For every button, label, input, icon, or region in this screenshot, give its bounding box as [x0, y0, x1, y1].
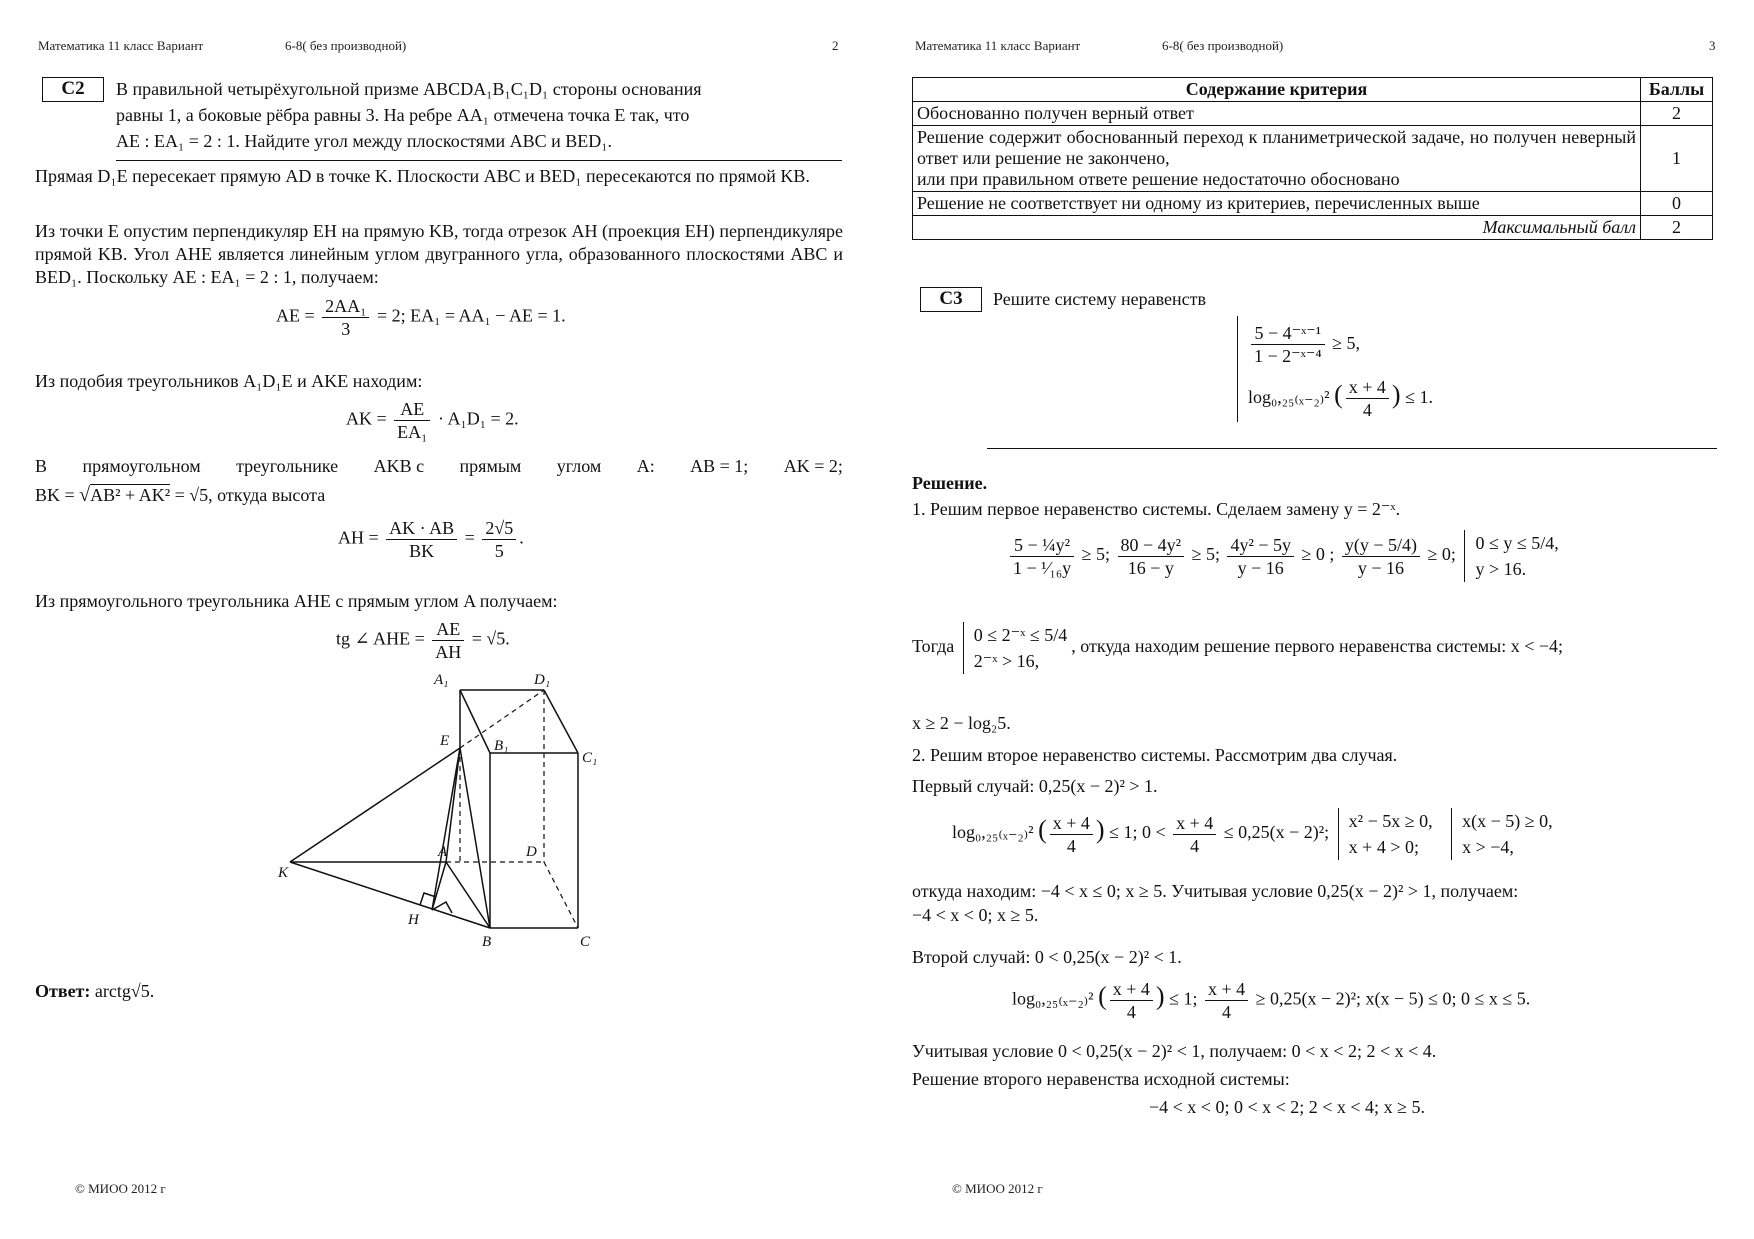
problem-divider: [987, 448, 1717, 449]
word: AB = 1;: [690, 456, 749, 476]
label-e: E: [440, 733, 450, 749]
criterion-score: 0: [1641, 192, 1713, 216]
fraction-denominator: BK: [409, 541, 435, 561]
word: AK = 2;: [783, 456, 843, 476]
fraction-denominator: 4: [1222, 1002, 1232, 1022]
formula-tg-rhs: = √5.: [471, 628, 510, 649]
first-case-rel-1: ≤ 1; 0 <: [1109, 822, 1166, 843]
formula-ah-fraction-2: [482, 517, 516, 562]
formula-ae-rhs: = 2; EA₁ = AA₁ − AE = 1.: [376, 305, 566, 326]
right-angle-mark-2: [432, 902, 452, 913]
fraction-numerator: AE: [394, 398, 430, 421]
problem-label-c3: С3: [920, 287, 982, 312]
problem-line-3: AE : EA₁ = 2 : 1. Найдите угол между плоскостями ABC и BED₁.: [116, 131, 613, 151]
solution-step-1: 1. Решим первое неравенство системы. Сделаем замену y = 2⁻ˣ.: [912, 499, 1401, 519]
formula-bk-radicand: AB² + AK²: [90, 485, 171, 505]
formula-bk-rhs: = √5, откуда высота: [174, 485, 326, 505]
fraction-numerator: 80 − 4y²: [1118, 534, 1185, 557]
word: прямым: [459, 456, 522, 476]
second-case-rel-1: ≤ 1;: [1169, 988, 1198, 1009]
second-case-rel-2: ≥ 0,25(x − 2)²; x(x − 5) ≤ 0; 0 ≤ x ≤ 5.: [1255, 988, 1531, 1009]
fraction-denominator: 1 − ¹⁄₁₆y: [1013, 557, 1072, 578]
second-case-fraction-2: [1205, 978, 1248, 1023]
period: .: [519, 527, 524, 548]
line-eh: [432, 748, 460, 910]
fraction-numerator: AK · AB: [386, 517, 457, 540]
answer-line: [35, 980, 154, 1003]
system-fraction-2: [1346, 376, 1389, 421]
first-case-fraction-1: [1050, 812, 1093, 857]
second-inequality-solution: −4 < x < 0; 0 < x < 2; 2 < x < 4; x ≥ 5.: [1149, 1097, 1425, 1117]
formula-ah-lhs: AH =: [338, 527, 379, 548]
word: прямоугольном: [82, 456, 201, 476]
brace-line-2: x + 4 > 0;: [1348, 837, 1419, 857]
solution-paragraph-5: Из прямоугольного треугольника AHE с прямым углом A получаем:: [35, 591, 558, 611]
fraction-numerator: x + 4: [1050, 812, 1093, 835]
formula-ak-fraction: [394, 398, 430, 443]
criterion-text: Обоснованно получен верный ответ: [913, 102, 1641, 126]
log-expression: log₀,₂₅₍ₓ₋₂₎²: [1248, 387, 1330, 407]
second-case-formula: log₀,₂₅₍ₓ₋₂₎² ( $\frac{x + 4}{4}$ ) ≤ 1; $\frac{x + 4}{4}$ ≥ 0,25(x − 2)²; x(x − 5) ≤ 0; 0 ≤ x ≤ 5.: [1012, 979, 1531, 1022]
bracket-case-1: 0 ≤ y ≤ 5/4,: [1475, 533, 1559, 553]
dashed-dc: [544, 862, 578, 928]
then-word: Тогда: [912, 636, 955, 657]
formula-ah-fraction-1: [386, 517, 457, 562]
line-eb: [460, 748, 490, 928]
problem-line-2: равны 1, а боковые рёбра равны 3. На ребре AA₁ отмечена точка E так, что: [116, 105, 690, 125]
fraction-numerator: AE: [432, 618, 464, 641]
line-ke: [290, 748, 460, 862]
fraction-numerator: 4y² − 5y: [1227, 534, 1294, 557]
column-header-score: Баллы: [1641, 78, 1713, 102]
system-fraction-1: [1251, 322, 1325, 367]
word: AKB с: [373, 456, 425, 476]
solution-paragraph-4-line-1: [35, 455, 843, 478]
fraction-numerator: x + 4: [1110, 978, 1153, 1001]
table-row: [913, 126, 1713, 192]
fraction-denominator: AH: [435, 642, 462, 662]
column-header-criterion: Содержание критерия: [913, 78, 1641, 102]
solution-paragraph-2: Из точки E опустим перпендикуляр EH на прямую KB, тогда отрезок AH (проекция EH) перпендикуляре прямой KB. Угол AHE является линейным углом двугранного угла, образованного плоскостями ABC и BED₁. Поскольку AE : EA₁ = 2 : 1, получаем:: [35, 221, 843, 287]
edge-d1c1: [544, 690, 578, 753]
step-1-rel-1: ≥ 5;: [1081, 544, 1110, 565]
answer-label: Ответ:: [35, 981, 91, 1001]
step-1-rel-3: ≥ 0 ;: [1301, 544, 1335, 565]
step-1-rel-2: ≥ 5;: [1191, 544, 1220, 565]
page-footer: © МИОО 2012 г: [75, 1181, 166, 1196]
prism-figure: [270, 665, 610, 955]
label-a1: A₁: [434, 672, 449, 688]
first-case-brace-1: [1338, 808, 1433, 860]
formula-tg-fraction: [432, 618, 464, 663]
fraction-numerator: 5 − 4⁻ˣ⁻¹: [1251, 322, 1325, 345]
header-variant: 6-8( без производной): [285, 38, 407, 53]
solution-paragraph-3: Из подобия треугольников A₁D₁E и AKE находим:: [35, 371, 423, 391]
second-case-fraction-1: [1110, 978, 1153, 1023]
inequality-system: [1233, 316, 1433, 422]
fraction-numerator: y(y − 5/4): [1342, 534, 1420, 557]
system-line-1: [1248, 318, 1433, 368]
step-2-result: x ≥ 2 − log₂5.: [912, 713, 1011, 733]
step-1-rel-4: ≥ 0;: [1427, 544, 1456, 565]
step-1-fraction-2: [1118, 534, 1185, 579]
header-subject: Математика 11 класс Вариант: [38, 38, 204, 53]
max-score-label: Максимальный балл: [913, 216, 1641, 240]
word: A:: [636, 456, 655, 476]
bracket-case-1: 0 ≤ 2⁻ˣ ≤ 5/4: [973, 625, 1068, 645]
brace-line-1: x² − 5x ≥ 0,: [1348, 811, 1433, 831]
fraction-numerator: x + 4: [1205, 978, 1248, 1001]
table-header-row: [913, 78, 1713, 102]
solution-step-3: 2. Решим второе неравенство системы. Рассмотрим два случая.: [912, 745, 1398, 765]
system-brace: [1237, 316, 1433, 422]
first-case-rel-2: ≤ 0,25(x − 2)²;: [1223, 822, 1330, 843]
solution-step-2: [912, 622, 1712, 674]
edge-a1b1: [460, 690, 490, 753]
page-header: [38, 38, 203, 54]
criterion-text-part-1: Решение содержит обоснованный переход к планиметрической задаче, но получен неверный ответ или решение не закончено,: [917, 127, 1636, 168]
right-page: [877, 0, 1754, 1239]
table-row-max: [913, 216, 1713, 240]
page-footer: © МИОО 2012 г: [952, 1181, 1043, 1196]
first-case-fraction-2: [1173, 812, 1216, 857]
fraction-numerator: 2√5: [482, 517, 516, 540]
step-1-fraction-4: [1342, 534, 1420, 579]
formula-tg-lhs: tg ∠ AHE =: [336, 628, 425, 649]
bracket-case-2: y > 16.: [1475, 559, 1527, 579]
fraction-denominator: 1 − 2⁻ˣ⁻⁴: [1254, 346, 1322, 367]
criterion-text: Решение не соответствует ни одному из критериев, перечисленных выше: [913, 192, 1641, 216]
label-c1: C₁: [582, 750, 598, 766]
fraction-denominator: 4: [1126, 1002, 1136, 1022]
label-b: B: [482, 934, 492, 950]
formula-ae: [276, 295, 566, 340]
fraction-numerator: x + 4: [1173, 812, 1216, 835]
word: В: [35, 456, 48, 476]
criteria-table: [912, 77, 1713, 240]
word: треугольнике: [236, 456, 339, 476]
header-variant: 6-8( без производной): [1162, 38, 1284, 53]
criterion-text: [913, 126, 1641, 192]
system-rhs-2: ≤ 1.: [1405, 387, 1433, 407]
log-expression: log₀,₂₅₍ₓ₋₂₎²: [1012, 988, 1094, 1009]
first-case: Первый случай: 0,25(x − 2)² > 1.: [912, 776, 1158, 796]
formula-tg: [336, 618, 510, 663]
brace-line-1: x(x − 5) ≥ 0,: [1462, 811, 1553, 831]
formula-ae-lhs: AE =: [276, 305, 315, 326]
page-number: 2: [832, 38, 839, 53]
fraction-denominator: y − 16: [1357, 557, 1405, 578]
header-subject: Математика 11 класс Вариант: [915, 38, 1081, 53]
line-kb: [290, 862, 490, 928]
formula-ak: [346, 398, 519, 443]
first-case-result-1: откуда находим: −4 < x ≤ 0; x ≥ 5. Учитывая условие 0,25(x − 2)² > 1, получаем:: [912, 881, 1519, 901]
first-case-result-2: −4 < x < 0; x ≥ 5.: [912, 905, 1039, 925]
equals-sign: =: [464, 527, 475, 548]
label-b1: B₁: [494, 738, 509, 754]
page-number: 3: [1709, 38, 1716, 53]
first-case-brace-2: [1451, 808, 1553, 860]
system-rhs-1: ≥ 5,: [1332, 333, 1361, 353]
label-h: H: [408, 912, 419, 928]
line-ea: [446, 748, 460, 862]
criterion-score: 2: [1641, 102, 1713, 126]
label-k: K: [278, 865, 289, 881]
step-1-fraction-1: [1010, 534, 1074, 579]
label-d: D: [526, 844, 537, 860]
step-2-conclusion: , откуда находим решение первого неравенства системы: x < −4;: [1071, 636, 1563, 657]
fraction-denominator: 3: [341, 319, 351, 339]
step-1-formula: [1007, 530, 1559, 582]
solution-paragraph-1: Прямая D₁E пересекает прямую AD в точке K. Плоскости ABC и BED₁ пересекаются по прямой KB.: [35, 166, 810, 186]
table-row: [913, 102, 1713, 126]
criterion-score: 1: [1641, 126, 1713, 192]
table-row: [913, 192, 1713, 216]
second-inequality-heading: Решение второго неравенства исходной системы:: [912, 1069, 1290, 1089]
step-1-fraction-3: [1227, 534, 1294, 579]
system-line-2: log₀,₂₅₍ₓ₋₂₎² ( $\frac{x + 4}{4}$ ) ≤ 1.: [1248, 377, 1433, 421]
sqrt-icon: √: [79, 484, 91, 506]
fraction-numerator: 5 − ¼y²: [1010, 534, 1074, 557]
word: углом: [556, 456, 602, 476]
fraction-denominator: EA₁: [397, 422, 428, 442]
label-d1: D₁: [534, 672, 551, 688]
second-case: Второй случай: 0 < 0,25(x − 2)² < 1.: [912, 947, 1182, 967]
formula-ak-rhs: · A₁D₁ = 2.: [437, 408, 519, 429]
problem-text: Решите систему неравенств: [993, 289, 1206, 309]
solution-paragraph-4-line-2: [35, 484, 325, 507]
criterion-text-part-2: или при правильном ответе решение недостаточно обосновано: [917, 169, 1400, 189]
formula-bk-lhs: BK =: [35, 485, 75, 505]
step-2-bracket: [963, 622, 1067, 674]
line-ab: [446, 862, 490, 928]
brace-line-2: x > −4,: [1462, 837, 1514, 857]
fraction-denominator: 4: [1190, 835, 1200, 856]
fraction-denominator: 5: [494, 541, 504, 561]
problem-line-1: В правильной четырёхугольной призме ABCDA₁B₁C₁D₁ стороны основания: [116, 79, 702, 99]
label-a: A: [438, 844, 448, 860]
solution-label: Решение.: [912, 473, 988, 493]
fraction-numerator: x + 4: [1346, 376, 1389, 399]
fraction-denominator: 16 − y: [1127, 557, 1174, 578]
label-c: C: [580, 934, 591, 950]
problem-divider: [116, 160, 842, 161]
formula-ah: [338, 517, 524, 562]
formula-ae-fraction: [322, 295, 369, 340]
fraction-numerator: 2AA₁: [322, 295, 369, 318]
bracket-case-2: 2⁻ˣ > 16,: [973, 651, 1040, 671]
log-expression: log₀,₂₅₍ₓ₋₂₎²: [952, 822, 1034, 843]
max-score-value: 2: [1641, 216, 1713, 240]
step-1-bracket: [1464, 530, 1558, 582]
fraction-denominator: 4: [1066, 835, 1076, 856]
first-case-formula: log₀,₂₅₍ₓ₋₂₎² ( $\frac{x + 4}{4}$ ) ≤ 1; 0 < $\frac{x + 4}{4}$ ≤ 0,25(x − 2)²; x² − 5x ≥ 0, x + 4 > 0; x(x − 5) ≥ 0, x > −4,: [952, 808, 1553, 860]
second-case-result: Учитывая условие 0 < 0,25(x − 2)² < 1, получаем: 0 < x < 2; 2 < x < 4.: [912, 1041, 1437, 1061]
answer-value: arctg√5.: [94, 981, 155, 1001]
fraction-denominator: 4: [1362, 400, 1372, 421]
problem-label-c2: С2: [42, 77, 104, 102]
formula-ak-lhs: AK =: [346, 408, 387, 429]
fraction-denominator: y − 16: [1237, 557, 1284, 578]
